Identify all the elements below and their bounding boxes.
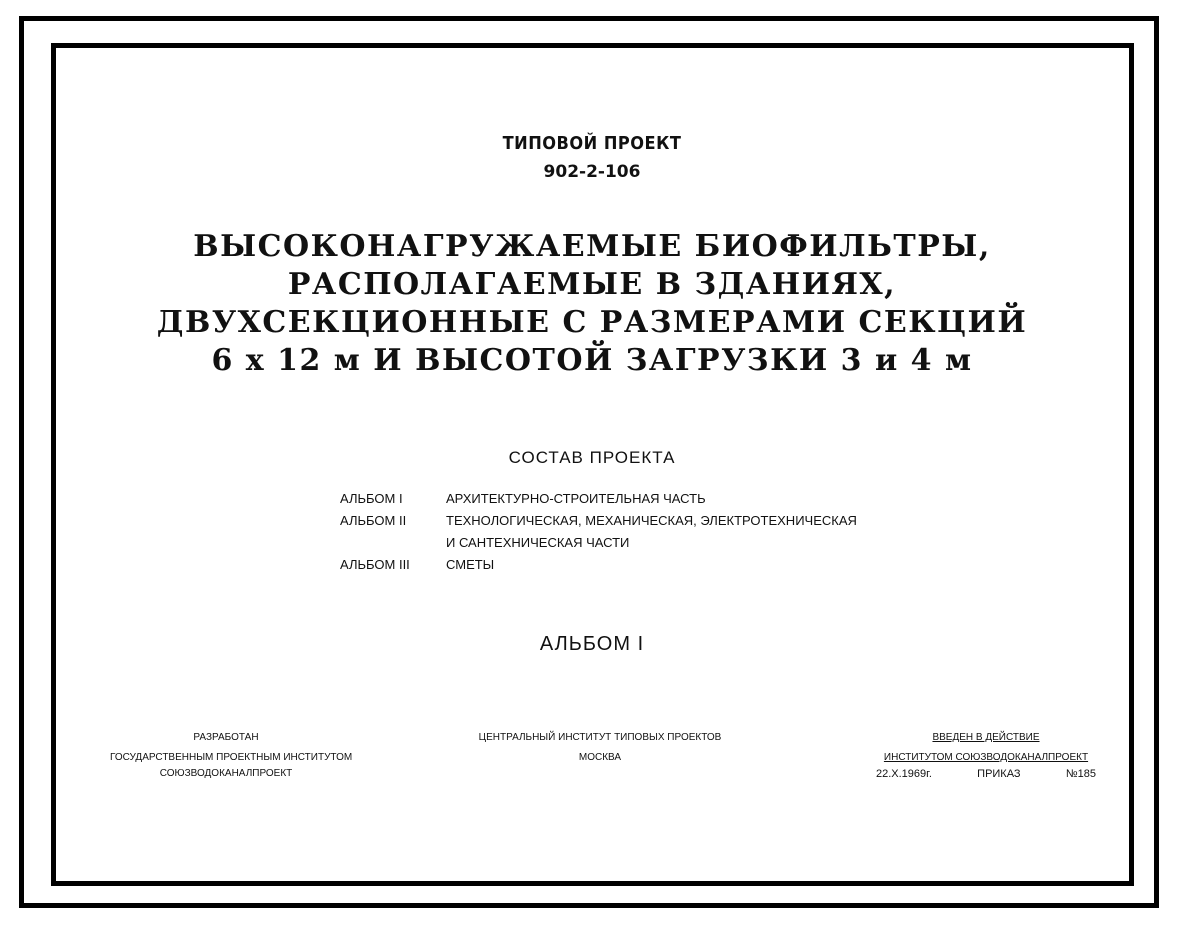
project-type: ТИПОВОЙ ПРОЕКТ — [502, 133, 682, 154]
album-row — [340, 510, 857, 532]
album-description: ТЕХНОЛОГИЧЕСКАЯ, МЕХАНИЧЕСКАЯ, ЭЛЕКТРОТЕХНИЧЕСКАЯ — [446, 513, 857, 528]
title-line: 6 х 12 м И ВЫСОТОЙ ЗАГРУЗКИ 3 и 4 м — [211, 343, 973, 378]
album-description: И САНТЕХНИЧЕСКАЯ ЧАСТИ — [446, 535, 630, 550]
developer-heading: РАЗРАБОТАН — [193, 732, 259, 743]
album-label — [340, 532, 446, 554]
order-label: ПРИКАЗ — [977, 768, 1021, 780]
album-label: АЛЬБОМ III — [340, 557, 410, 572]
developer-name: СОЮЗВОДОКАНАЛПРОЕКТ — [159, 768, 293, 779]
enactment-order-line — [876, 766, 1096, 782]
developer-line: ГОСУДАРСТВЕННЫМ ПРОЕКТНЫМ ИНСТИТУТОМ — [110, 752, 353, 763]
publisher-city: МОСКВА — [578, 752, 622, 763]
album-row — [340, 488, 857, 510]
project-number: 902-2-106 — [543, 162, 641, 182]
developer-block — [110, 730, 353, 782]
album-row — [340, 554, 857, 576]
document-title — [0, 228, 1184, 380]
enactment-date: 22.X.1969г. — [876, 768, 932, 780]
order-number: №185 — [1065, 768, 1096, 780]
album-label: АЛЬБОМ I — [340, 491, 403, 506]
album-description: АРХИТЕКТУРНО-СТРОИТЕЛЬНАЯ ЧАСТЬ — [446, 491, 706, 506]
album-row — [340, 532, 857, 554]
enactment-block — [876, 730, 1096, 782]
publisher-heading: ЦЕНТРАЛЬНЫЙ ИНСТИТУТ ТИПОВЫХ ПРОЕКТОВ — [478, 732, 722, 743]
album-description: СМЕТЫ — [446, 557, 495, 572]
current-album-label: АЛЬБОМ I — [539, 633, 645, 655]
enactment-institute: ИНСТИТУТОМ СОЮЗВОДОКАНАЛПРОЕКТ — [883, 752, 1089, 763]
title-line: РАСПОЛАГАЕМЫЕ В ЗДАНИЯХ, — [287, 267, 897, 302]
enactment-heading: ВВЕДЕН В ДЕЙСТВИЕ — [932, 732, 1040, 743]
publisher-block — [460, 730, 740, 766]
composition-heading: СОСТАВ ПРОЕКТА — [508, 448, 676, 467]
album-label: АЛЬБОМ II — [340, 513, 407, 528]
title-line: ВЫСОКОНАГРУЖАЕМЫЕ БИОФИЛЬТРЫ, — [193, 229, 991, 264]
album-list — [340, 488, 857, 576]
title-line: ДВУХСЕКЦИОННЫЕ С РАЗМЕРАМИ СЕКЦИЙ — [156, 305, 1028, 340]
